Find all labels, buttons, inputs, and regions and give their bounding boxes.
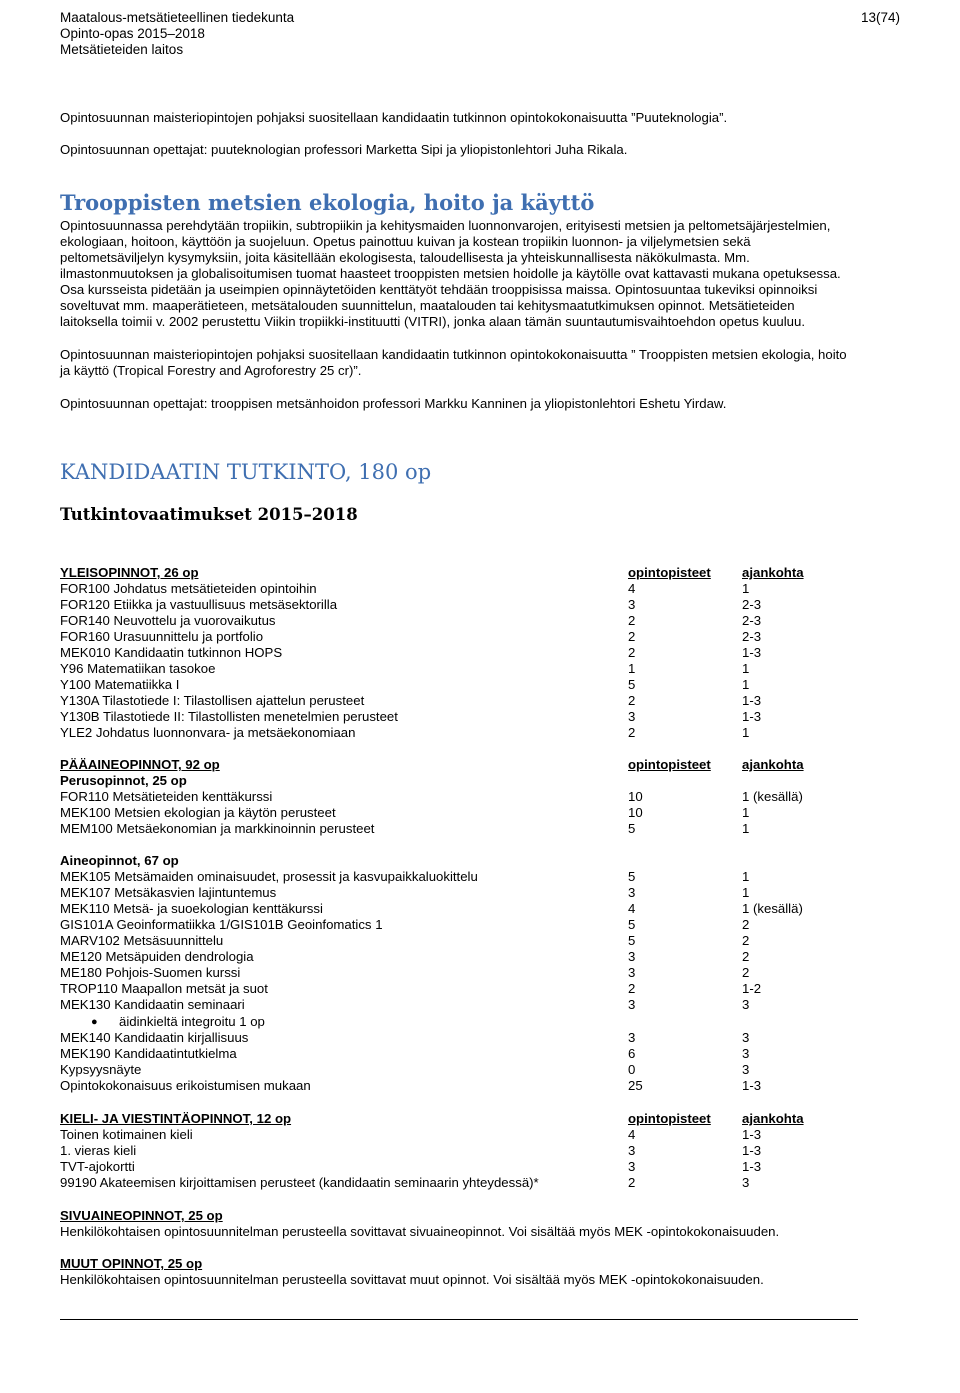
- course-name: FOR160 Urasuunnittelu ja portfolio: [60, 629, 264, 644]
- course-row: [60, 725, 920, 741]
- course-name: MEK107 Metsäkasvien lajintuntemus: [60, 885, 277, 900]
- course-credits: 5: [628, 933, 636, 948]
- course-credits: 5: [628, 917, 636, 932]
- footer-divider: [60, 1319, 858, 1320]
- course-row: [60, 821, 920, 837]
- tropical-paragraph-2-line-2: ja käyttö (Tropical Forestry and Agroforestry 25 cr)”.: [60, 363, 362, 378]
- language-studies-header: [60, 1111, 920, 1127]
- course-name: MEM100 Metsäekonomian ja markkinoinnin perusteet: [60, 821, 375, 836]
- course-row: [60, 661, 920, 677]
- course-timing: 1-3: [742, 645, 762, 660]
- course-name: Y100 Matematiikka I: [60, 677, 180, 692]
- course-row: [60, 1046, 920, 1062]
- section-text: Perusopinnot, 25 op: [60, 773, 187, 788]
- course-timing: 1-3: [742, 1159, 762, 1174]
- course-name: 99190 Akateemisen kirjoittamisen perusteet (kandidaatin seminaarin yhteydessä)*: [60, 1175, 539, 1190]
- degree-heading: KANDIDAATIN TUTKINTO, 180 op: [60, 460, 432, 484]
- course-row: [60, 645, 920, 661]
- course-row: [60, 869, 920, 885]
- subject-studies-title: [60, 853, 920, 869]
- course-timing: 2: [742, 917, 750, 932]
- course-timing: 1: [742, 821, 750, 836]
- course-credits: 4: [628, 581, 636, 596]
- document-header: [60, 10, 294, 58]
- course-timing: 2-3: [742, 613, 762, 628]
- course-credits: 2: [628, 981, 636, 996]
- credits-column-header: opintopisteet: [628, 565, 711, 580]
- requirements-subheading: Tutkintovaatimukset 2015–2018: [60, 505, 358, 524]
- guide-title: Opinto-opas 2015–2018: [60, 26, 205, 41]
- course-row: [60, 597, 920, 613]
- course-row: [60, 613, 920, 629]
- course-timing: 1-2: [742, 981, 762, 996]
- course-row: [60, 1078, 920, 1094]
- course-timing: 1: [742, 805, 750, 820]
- course-timing: 3: [742, 1030, 750, 1045]
- timing-column-header: ajankohta: [742, 757, 804, 772]
- course-name: FOR120 Etiikka ja vastuullisuus metsäsektorilla: [60, 597, 338, 612]
- course-name: FOR140 Neuvottelu ja vuorovaikutus: [60, 613, 276, 628]
- course-timing: 1: [742, 661, 750, 676]
- course-row: [60, 1062, 920, 1078]
- course-credits: 3: [628, 965, 636, 980]
- other-studies-header: [60, 1256, 920, 1272]
- minor-studies-text: [60, 1224, 920, 1240]
- course-name: MEK140 Kandidaatin kirjallisuus: [60, 1030, 249, 1045]
- course-name: ME120 Metsäpuiden dendrologia: [60, 949, 254, 964]
- course-credits: 25: [628, 1078, 643, 1093]
- tropical-line-2: ekologiaan, hoitoon, käyttöön ja suojeluun. Opetus painottuu kuivan ja kostean tropiikin luonnon- ja viljelymetsien sekä: [60, 234, 751, 249]
- course-name: FOR110 Metsätieteiden kenttäkurssi: [60, 789, 273, 804]
- course-name: TROP110 Maapallon metsät ja suot: [60, 981, 268, 996]
- course-name: Opintokokonaisuus erikoistumisen mukaan: [60, 1078, 311, 1093]
- course-credits: 2: [628, 1175, 636, 1190]
- credits-column-header: opintopisteet: [628, 757, 711, 772]
- tropical-line-3: peltometsäviljelyn kysymyksiin, joita käsitellään ekologisesta, taloudellisesta ja yhteiskunnallisesta näkökulmasta. Mm.: [60, 250, 750, 265]
- course-credits: 4: [628, 901, 636, 916]
- course-name: Kypsyysnäyte: [60, 1062, 142, 1077]
- course-row: [60, 629, 920, 645]
- bullet-item: [0, 1014, 900, 1030]
- course-row: [60, 901, 920, 917]
- intro-paragraph-2: Opintosuunnan opettajat: puuteknologian professori Marketta Sipi ja yliopistonlehtori Juha Rikala.: [60, 142, 628, 157]
- course-timing: 1-3: [742, 1078, 762, 1093]
- course-row: [60, 1175, 920, 1191]
- course-timing: 1: [742, 677, 750, 692]
- course-timing: 1: [742, 725, 750, 740]
- course-row: [60, 709, 920, 725]
- course-row: [60, 997, 920, 1013]
- course-name: ME180 Pohjois-Suomen kurssi: [60, 965, 241, 980]
- basic-studies-title: [60, 773, 920, 789]
- course-timing: 1 (kesällä): [742, 789, 803, 804]
- course-credits: 3: [628, 997, 636, 1012]
- faculty-name: Maatalous-metsätieteellinen tiedekunta: [60, 10, 295, 25]
- minor-studies-title: SIVUAINEOPINNOT, 25 op: [60, 1208, 223, 1223]
- course-timing: 2-3: [742, 597, 762, 612]
- general-studies-header: [60, 565, 920, 581]
- major-studies-header: [60, 757, 920, 773]
- section-text: Aineopinnot, 67 op: [60, 853, 179, 868]
- course-row: [60, 1030, 920, 1046]
- course-name: GIS101A Geoinformatiikka 1/GIS101B Geoinfomatics 1: [60, 917, 383, 932]
- course-row: [60, 1159, 920, 1175]
- section-heading-tropical: Trooppisten metsien ekologia, hoito ja käyttö: [60, 190, 595, 215]
- course-timing: 1: [742, 885, 750, 900]
- minor-studies-header: [60, 1208, 920, 1224]
- intro-paragraph-1: Opintosuunnan maisteriopintojen pohjaksi suositellaan kandidaatin tutkinnon opintokokonaisuutta ”Puuteknologia”.: [60, 110, 728, 125]
- course-timing: 1 (kesällä): [742, 901, 803, 916]
- course-timing: 2: [742, 933, 750, 948]
- credits-column-header: opintopisteet: [628, 1111, 711, 1126]
- page-number: 13(74): [860, 10, 900, 25]
- course-credits: 3: [628, 597, 636, 612]
- course-credits: 3: [628, 949, 636, 964]
- course-timing: 2-3: [742, 629, 762, 644]
- course-name: MEK110 Metsä- ja suoekologian kenttäkurssi: [60, 901, 323, 916]
- course-row: [60, 805, 920, 821]
- course-timing: 2: [742, 965, 750, 980]
- course-row: [60, 933, 920, 949]
- course-name: Y130B Tilastotiede II: Tilastollisten menetelmien perusteet: [60, 709, 398, 724]
- course-row: [60, 949, 920, 965]
- course-timing: 1-3: [742, 1127, 762, 1142]
- other-studies-title: MUUT OPINNOT, 25 op: [60, 1256, 203, 1271]
- tropical-paragraph-3: Opintosuunnan opettajat: trooppisen metsänhoidon professori Markku Kanninen ja yliopistonlehtori Eshetu Yirdaw.: [60, 396, 727, 411]
- course-row: [60, 981, 920, 997]
- major-studies-title: PÄÄAINEOPINNOT, 92 op: [60, 757, 220, 772]
- tropical-line-6: soveltuvat mm. maaperätieteen, metsätalouden suunnittelun, maatalouden tai kehitysmaatutkimuksen opinnot. Metsätieteiden: [60, 298, 795, 313]
- tropical-paragraph-2-line-1: Opintosuunnan maisteriopintojen pohjaksi suositellaan kandidaatin tutkinnon opintokokonaisuutta ” Trooppisten metsien ekologia, hoito: [60, 347, 847, 362]
- tropical-line-5: Osa kursseista pidetään ja useimpien opinnäytetöiden kenttätyöt tehdään trooppisissa maissa. Opintosuuntaa tukeviksi opinnoiksi: [60, 282, 818, 297]
- course-credits: 5: [628, 677, 636, 692]
- course-timing: 3: [742, 1062, 750, 1077]
- course-credits: 6: [628, 1046, 636, 1061]
- course-credits: 10: [628, 805, 643, 820]
- course-timing: 3: [742, 1175, 750, 1190]
- course-credits: 2: [628, 629, 636, 644]
- course-name: FOR100 Johdatus metsätieteiden opintoihin: [60, 581, 317, 596]
- course-row: [60, 885, 920, 901]
- course-name: TVT-ajokortti: [60, 1159, 135, 1174]
- tropical-line-7: laitoksella toimii v. 2002 perustettu Viikin tropiikki-instituutti (VITRI), jonka alaan tämän suuntautumisvaihtoehdon opetus kuuluu.: [60, 314, 805, 329]
- general-studies-title: YLEISOPINNOT, 26 op: [60, 565, 199, 580]
- course-credits: 4: [628, 1127, 636, 1142]
- course-timing: 1: [742, 869, 750, 884]
- course-name: Y96 Matematiikan tasokoe: [60, 661, 216, 676]
- course-timing: 3: [742, 1046, 750, 1061]
- course-timing: 1-3: [742, 693, 762, 708]
- course-credits: 2: [628, 645, 636, 660]
- course-credits: 5: [628, 821, 636, 836]
- course-row: [60, 677, 920, 693]
- bullet-icon: ●: [91, 1016, 98, 1028]
- language-studies-title: KIELI- JA VIESTINTÄOPINNOT, 12 op: [60, 1111, 292, 1126]
- course-name: Toinen kotimainen kieli: [60, 1127, 193, 1142]
- course-timing: 1-3: [742, 709, 762, 724]
- timing-column-header: ajankohta: [742, 565, 804, 580]
- course-credits: 3: [628, 1030, 636, 1045]
- course-credits: 3: [628, 1159, 636, 1174]
- course-credits: 5: [628, 869, 636, 884]
- course-name: YLE2 Johdatus luonnonvara- ja metsäekonomiaan: [60, 725, 356, 740]
- course-name: Y130A Tilastotiede I: Tilastollisen ajattelun perusteet: [60, 693, 365, 708]
- course-name: 1. vieras kieli: [60, 1143, 137, 1158]
- bullet-item-text: äidinkieltä integroitu 1 op: [119, 1014, 265, 1029]
- course-row: [60, 1127, 920, 1143]
- course-credits: 0: [628, 1062, 636, 1077]
- tropical-line-4: ilmastonmuutoksen ja globalisoitumisen tuomat haasteet trooppisten metsien hoidolle ja käytölle ovat kattavasti mukana opetuksessa.: [60, 266, 841, 281]
- course-name: MEK010 Kandidaatin tutkinnon HOPS: [60, 645, 283, 660]
- course-row: [60, 965, 920, 981]
- course-row: [60, 917, 920, 933]
- course-row: [60, 1143, 920, 1159]
- course-timing: 1: [742, 581, 750, 596]
- course-row: [60, 789, 920, 805]
- course-timing: 2: [742, 949, 750, 964]
- course-credits: 10: [628, 789, 643, 804]
- section-text: Henkilökohtaisen opintosuunnitelman perusteella sovittavat muut opinnot. Voi sisältää myös MEK -opintokokonaisuuden.: [60, 1272, 764, 1287]
- course-credits: 3: [628, 885, 636, 900]
- section-text: Henkilökohtaisen opintosuunnitelman perusteella sovittavat sivuaineopinnot. Voi sisältää myös MEK -opintokokonaisuuden.: [60, 1224, 780, 1239]
- course-credits: 3: [628, 709, 636, 724]
- course-name: MEK190 Kandidaatintutkielma: [60, 1046, 237, 1061]
- course-credits: 2: [628, 725, 636, 740]
- tropical-line-1: Opintosuunnassa perehdytään tropiikin, subtropiikin ja kehitysmaiden luonnonvarojen, erityisesti metsien ja peltometsäjärjestelmien,: [60, 218, 831, 233]
- course-timing: 3: [742, 997, 750, 1012]
- timing-column-header: ajankohta: [742, 1111, 804, 1126]
- course-credits: 2: [628, 693, 636, 708]
- other-studies-text: [60, 1272, 920, 1288]
- course-name: MARV102 Metsäsuunnittelu: [60, 933, 224, 948]
- course-row: [60, 693, 920, 709]
- course-name: MEK105 Metsämaiden ominaisuudet, prosessit ja kasvupaikkaluokittelu: [60, 869, 478, 884]
- course-credits: 1: [628, 661, 636, 676]
- department-name: Metsätieteiden laitos: [60, 42, 184, 57]
- course-credits: 2: [628, 613, 636, 628]
- course-name: MEK130 Kandidaatin seminaari: [60, 997, 245, 1012]
- course-timing: 1-3: [742, 1143, 762, 1158]
- course-row: [60, 581, 920, 597]
- course-name: MEK100 Metsien ekologian ja käytön perusteet: [60, 805, 336, 820]
- course-credits: 3: [628, 1143, 636, 1158]
